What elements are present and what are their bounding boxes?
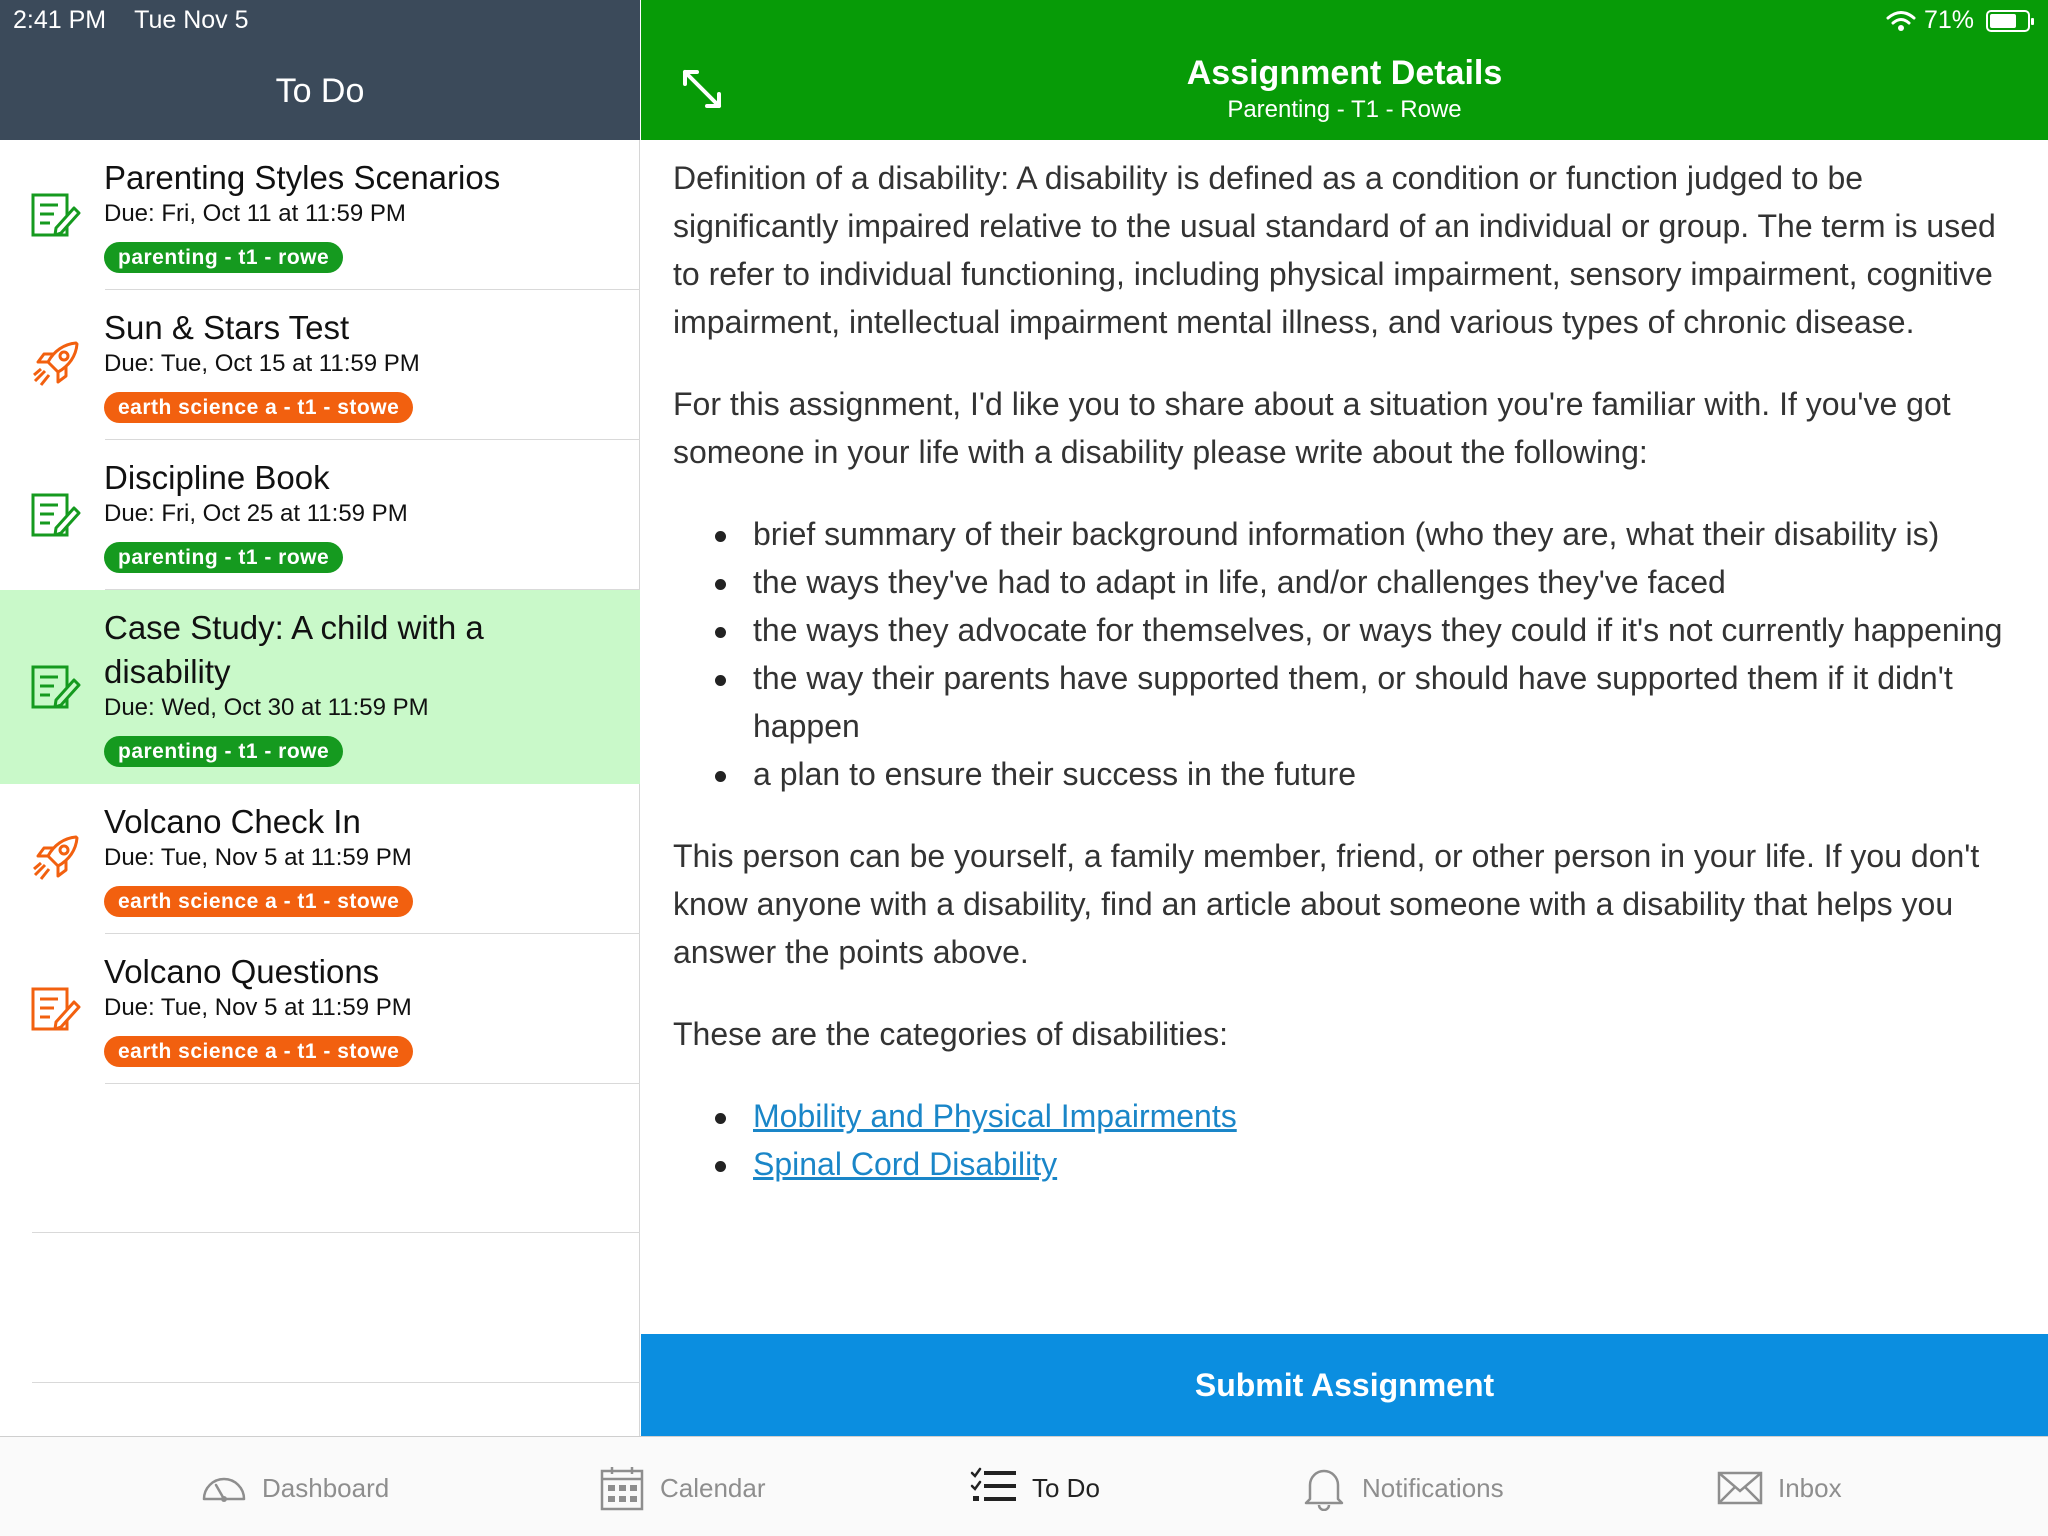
list-item: the ways they advocate for themselves, or ways they could if it's not currently happening (673, 606, 2018, 654)
dashboard-icon (200, 1465, 248, 1511)
list-item: the way their parents have supported them, or should have supported them if it didn't happen (673, 654, 2018, 750)
todo-due-date: Due: Wed, Oct 30 at 11:59 PM (104, 694, 429, 721)
course-tag: earth science a - t1 - stowe (104, 392, 413, 423)
calendar-icon (598, 1465, 646, 1511)
category-links-list (673, 1092, 2018, 1188)
list-item (673, 1140, 2018, 1188)
todo-item-sun-stars-test[interactable] (0, 290, 640, 440)
todo-title: Volcano Check In (104, 803, 361, 840)
tab-label: Inbox (1778, 1472, 1842, 1503)
list-item: brief summary of their background information (who they are, what their disability is) (673, 510, 2018, 558)
requirements-list (673, 510, 2018, 798)
tab-notifications[interactable] (1300, 1465, 1504, 1511)
tab-label: To Do (1032, 1472, 1100, 1503)
list-item: the ways they've had to adapt in life, and/or challenges they've faced (673, 558, 2018, 606)
todo-header (0, 0, 640, 140)
envelope-icon (1716, 1465, 1764, 1511)
todo-title: Volcano Questions (104, 953, 380, 990)
todo-due-date: Due: Tue, Nov 5 at 11:59 PM (104, 994, 412, 1021)
assignment-icon (30, 662, 82, 714)
tab-calendar[interactable] (598, 1465, 766, 1511)
todo-title: Sun & Stars Test (104, 309, 350, 346)
todo-item-parenting-styles-scenarios[interactable] (0, 140, 640, 290)
tab-todo[interactable] (970, 1465, 1100, 1511)
bell-icon (1300, 1465, 1348, 1511)
todo-list-icon (970, 1465, 1018, 1511)
battery-percent: 71% (1923, 6, 1974, 34)
assignment-icon (30, 190, 82, 242)
todo-due-date: Due: Tue, Oct 15 at 11:59 PM (104, 350, 420, 377)
page-title: To Do (275, 72, 365, 110)
list-item (673, 1092, 2018, 1140)
todo-item-volcano-questions[interactable] (0, 934, 640, 1084)
tab-bar (0, 1436, 2048, 1536)
course-tag: parenting - t1 - rowe (104, 736, 343, 767)
instructions-paragraph: For this assignment, I'd like you to share about a situation you're familiar with. If you've got someone in your life with a disability please write about the following: (673, 386, 1951, 470)
status-bar-right (1886, 6, 2030, 35)
categories-paragraph: These are the categories of disabilities: (673, 1016, 1228, 1052)
todo-title: Parenting Styles Scenarios (104, 159, 501, 196)
status-date: Tue Nov 5 (134, 6, 249, 34)
tab-label: Calendar (660, 1472, 766, 1503)
assignment-details-header (641, 0, 2048, 140)
todo-due-date: Due: Fri, Oct 25 at 11:59 PM (104, 500, 408, 527)
link-mobility-physical-impairments[interactable]: Mobility and Physical Impairments (753, 1098, 1237, 1134)
course-tag: parenting - t1 - rowe (104, 542, 343, 573)
todo-list (0, 140, 640, 1436)
assignment-details-title: Assignment Details (1186, 54, 1503, 92)
assignment-icon (30, 984, 82, 1036)
todo-due-date: Due: Fri, Oct 11 at 11:59 PM (104, 200, 406, 227)
tab-dashboard[interactable] (200, 1465, 389, 1511)
wifi-icon (1886, 10, 1916, 32)
rocket-icon (30, 832, 82, 884)
rocket-icon (30, 338, 82, 390)
battery-icon (1986, 10, 2030, 32)
tab-inbox[interactable] (1716, 1465, 1842, 1511)
todo-title: Case Study: A child with a disability (104, 609, 484, 690)
course-tag: parenting - t1 - rowe (104, 242, 343, 273)
assignment-description[interactable] (641, 140, 2048, 1334)
tab-label: Notifications (1362, 1472, 1504, 1503)
todo-item-case-study[interactable] (0, 590, 640, 784)
empty-row-divider (32, 1382, 640, 1383)
person-paragraph: This person can be yourself, a family member, friend, or other person in your life. If you don't know anyone with a disability, find an article about someone with a disability that helps you answer the points above. (673, 838, 1980, 970)
course-tag: earth science a - t1 - stowe (104, 1036, 413, 1067)
status-bar-left (13, 6, 249, 35)
todo-title: Discipline Book (104, 459, 330, 496)
todo-due-date: Due: Tue, Nov 5 at 11:59 PM (104, 844, 412, 871)
link-spinal-cord-disability[interactable]: Spinal Cord Disability (753, 1146, 1058, 1182)
definition-paragraph: Definition of a disability: A disability is defined as a condition or function judged to be significantly impaired relative to the usual standard of an individual or group. The term is used to refer to individual functioning, including physical impairment, sensory impairment, cognitive impairment, intellectual impairment mental illness, and various types of chronic disease. (673, 160, 1996, 340)
empty-row-divider (32, 1232, 640, 1233)
submit-assignment-button[interactable]: Submit Assignment (641, 1334, 2048, 1436)
todo-item-volcano-check-in[interactable] (0, 784, 640, 934)
divider (105, 1083, 640, 1084)
course-tag: earth science a - t1 - stowe (104, 886, 413, 917)
todo-item-discipline-book[interactable] (0, 440, 640, 590)
list-item: a plan to ensure their success in the future (673, 750, 2018, 798)
assignment-icon (30, 490, 82, 542)
status-time: 2:41 PM (13, 6, 107, 34)
tab-label: Dashboard (262, 1472, 390, 1503)
battery-level (1990, 14, 2016, 28)
course-subtitle: Parenting - T1 - Rowe (1227, 96, 1462, 123)
